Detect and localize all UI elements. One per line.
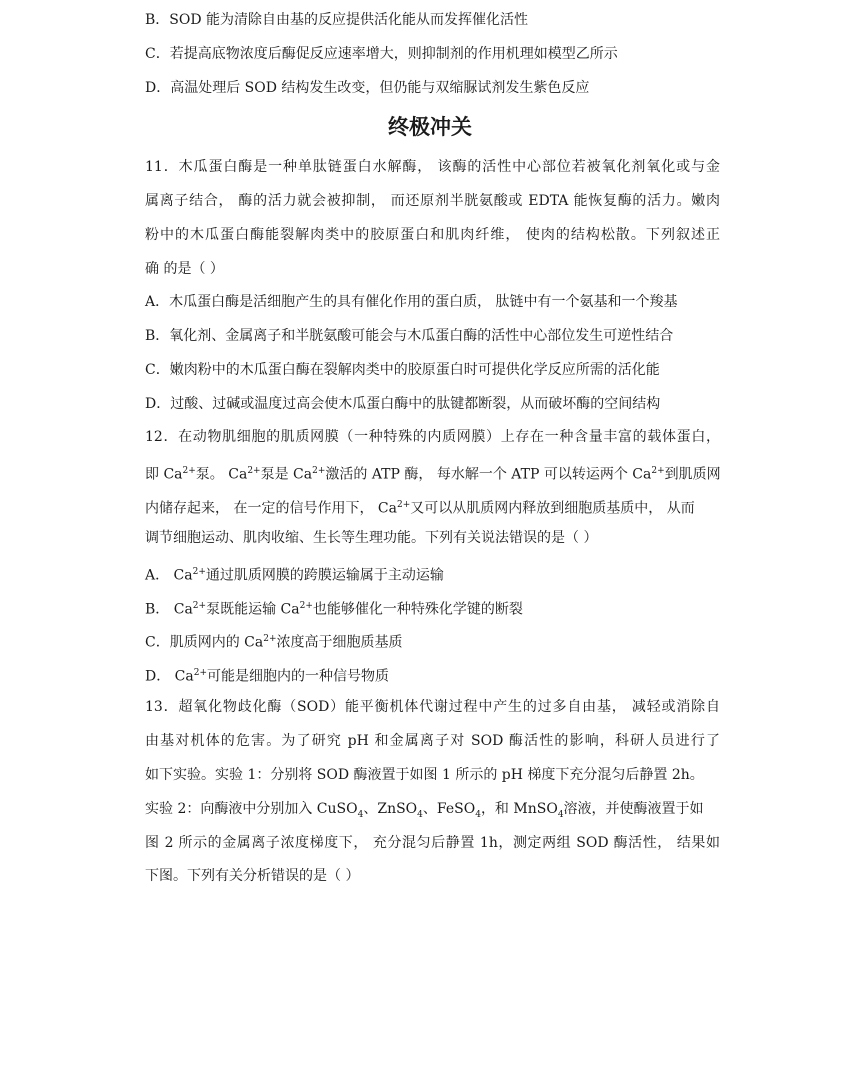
prev-option-d: D．高温处理后 SOD 结构发生改变，但仍能与双缩脲试剂发生紫色反应 <box>145 80 590 96</box>
q12-option-d: D． $Ca^{2+}$可能是细胞内的一种信号物质 <box>145 668 390 685</box>
q13-stem-line-6: 下图。下列有关分析错误的是（ ） <box>145 868 360 884</box>
q11-stem-line-4: 确 的是（ ） <box>145 261 224 277</box>
prev-option-b: B．SOD 能为清除自由基的反应提供活化能从而发挥催化活性 <box>145 12 529 28</box>
q11-option-b: B．氧化剂、金属离子和半胱氨酸可能会与木瓜蛋白酶的活性中心部位发生可逆性结合 <box>145 328 674 344</box>
section-title: 终极冲关 <box>388 115 472 139</box>
q13-stem-line-2: 由基对机体的危害。为了研究 pH 和金属离子对 SOD 酶活性的影响，科研人员进行了 <box>145 733 720 749</box>
q12-stem-line-4: 调节细胞运动、肌肉收缩、生长等生理功能。下列有关说法错误的是（ ） <box>145 530 598 546</box>
q12-option-a: A． $Ca^{2+}$通过肌质网膜的跨膜运输属于主动运输 <box>145 567 444 584</box>
q11-stem-line-2: 属离子结合， 酶的活力就会被抑制， 而还原剂半胱氨酸或 EDTA 能恢复酶的活力。嫩肉 <box>145 193 720 209</box>
q11-option-d: D．过酸、过碱或温度过高会使木瓜蛋白酶中的肽键都断裂，从而破坏酶的空间结构 <box>145 396 661 412</box>
q12-stem-line-3: 内储存起来， 在一定的信号作用下， $Ca^{2+}$又可以从肌质网内释放到细胞质基质中， 从而 <box>145 500 695 517</box>
q11-option-c: C．嫩肉粉中的木瓜蛋白酶在裂解肉类中的胶原蛋白时可提供化学反应所需的活化能 <box>145 362 660 378</box>
q11-stem-line-1: 11．木瓜蛋白酶是一种单肽链蛋白水解酶， 该酶的活性中心部位若被氧化剂氧化或与金 <box>145 159 720 175</box>
q12-option-b: B． $Ca^{2+}$泵既能运输 $Ca^{2+}$也能够催化一种特殊化学键的断裂 <box>145 601 523 618</box>
q12-stem-line-2: 即 $Ca^{2+}$泵。 $Ca^{2+}$泵是 $Ca^{2+}$激活的 ATP 酶， 每水解一个 ATP 可以转运两个 $Ca^{2+}$到肌质网 <box>145 466 721 483</box>
q12-option-c: C．肌质网内的 $Ca^{2+}$浓度高于细胞质基质 <box>145 634 403 651</box>
q13-stem-line-3: 如下实验。实验 1：分别将 SOD 酶液置于如图 1 所示的 pH 梯度下充分混匀后静置 2h。 <box>145 767 704 783</box>
q11-option-a: A．木瓜蛋白酶是活细胞产生的具有催化作用的蛋白质， 肽链中有一个氨基和一个羧基 <box>145 294 678 310</box>
q13-stem-line-1: 13．超氧化物歧化酶（SOD）能平衡机体代谢过程中产生的过多自由基， 减轻或消除自 <box>145 699 720 715</box>
q12-stem-line-1: 12．在动物肌细胞的肌质网膜（一种特殊的内质网膜）上存在一种含量丰富的载体蛋白， <box>145 429 720 445</box>
q13-stem-line-4: 实验 2：向酶液中分别加入 CuSO$_4$、ZnSO$_4$、FeSO$_4$，和 MnSO$_4$溶液，并使酶液置于如 <box>145 801 704 820</box>
q13-stem-line-5: 图 2 所示的金属离子浓度梯度下， 充分混匀后静置 1h，测定两组 SOD 酶活性， 结果如 <box>145 835 720 851</box>
q11-stem-line-3: 粉中的木瓜蛋白酶能裂解肉类中的胶原蛋白和肌肉纤维， 使肉的结构松散。下列叙述正 <box>145 227 720 243</box>
prev-option-c: C．若提高底物浓度后酶促反应速率增大，则抑制剂的作用机理如模型乙所示 <box>145 46 618 62</box>
